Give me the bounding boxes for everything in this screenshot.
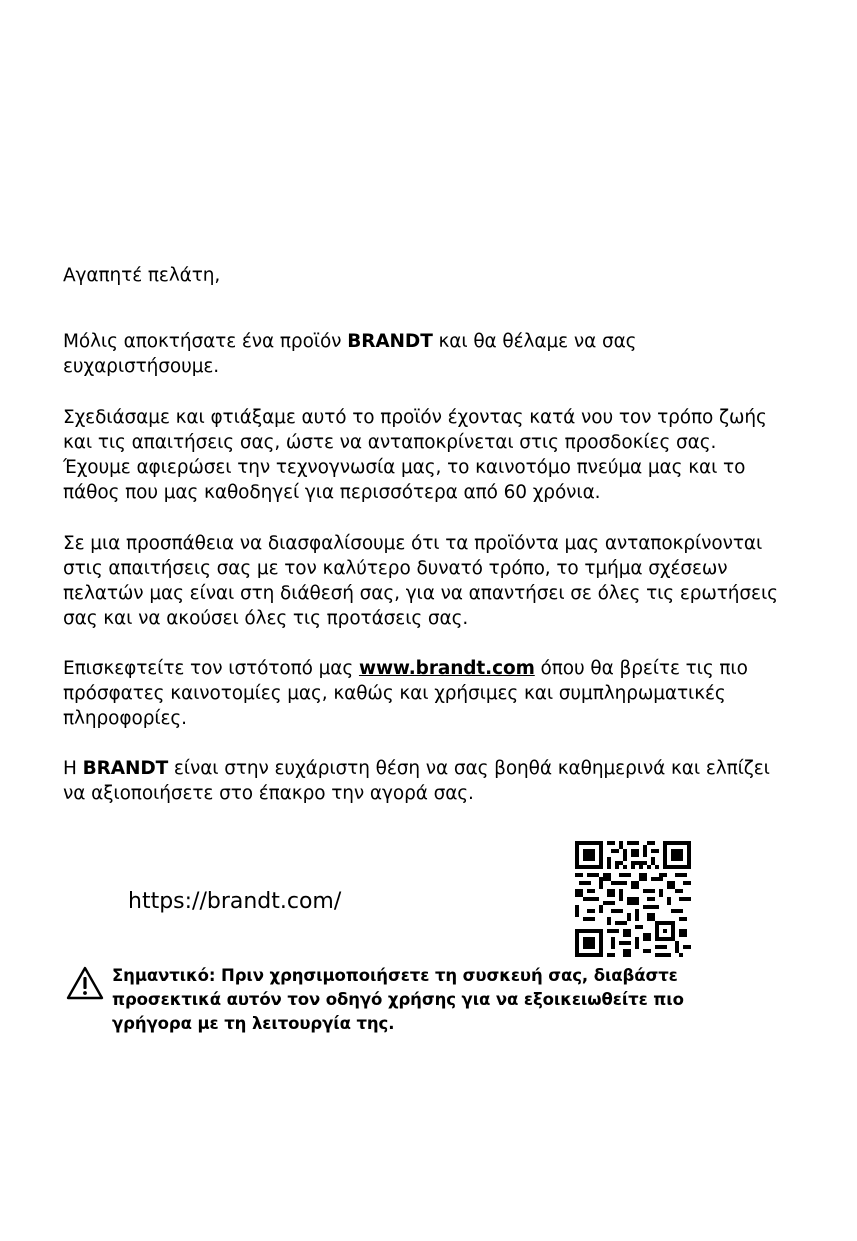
website-link[interactable]: www.brandt.com <box>358 658 535 679</box>
website-paragraph <box>63 656 783 731</box>
customer-service-paragraph: Σε μια προσπάθεια να διασφαλίσουμε ότι τα προϊόντα μας ανταποκρίνονται στις απαιτήσεις σας με τον καλύτερο δυνατό τρόπο, το τμήμα σχέσεων πελατών μας είναι στη διάθεσή σας, για να απαντήσει σε όλες τις ερωτήσεις σας και να ακούσει όλες τις προτάσεις σας. <box>63 533 778 629</box>
warning-text: Σημαντικό: Πριν χρησιμοποιήσετε τη συσκευή σας, διαβάστε προσεκτικά αυτόν τον οδηγό χρήσης για να εξοικειωθείτε πιο γρήγορα με τη λειτουργία της. <box>112 966 684 1033</box>
website-text-end: όπου θα βρείτε τις πιο πρόσφατες καινοτομίες μας, καθώς και χρήσιμες και συμπληρωματικές πληροφορίες. <box>63 658 748 729</box>
intro-text-end: και θα θέλαμε να σας ευχαριστήσουμε. <box>63 331 637 377</box>
intro-paragraph <box>63 329 783 379</box>
closing-text-start: Η <box>63 758 83 779</box>
design-paragraph: Σχεδιάσαμε και φτιάξαμε αυτό το προϊόν έχοντας κατά νου τον τρόπο ζωής και τις απαιτήσεις σας, ώστε να ανταποκρίνεται στις προσδοκίες σας. Έχουμε αφιερώσει την τεχνογνωσία μας, το καινοτόμο πνεύμα μας και το πάθος που μας καθοδηγεί για περισσότερα από 60 χρόνια. <box>63 407 767 503</box>
brand-name-closing: BRANDT <box>82 758 169 779</box>
website-text-start: Επισκεφτείτε τον ιστότοπό μας <box>63 658 359 679</box>
brand-name: BRANDT <box>347 331 433 352</box>
qr-url-text: https://brandt.com/ <box>128 889 342 914</box>
intro-text-start: Μόλις αποκτήσατε ένα προϊόν <box>63 331 348 352</box>
warning-triangle-icon <box>66 966 104 1000</box>
closing-paragraph <box>63 756 783 806</box>
qr-code-icon[interactable] <box>575 841 691 957</box>
closing-text-end: είναι στην ευχάριστη θέση να σας βοηθά καθημερινά και ελπίζει να αξιοποιήσετε στο έπακρο την αγορά σας. <box>63 758 770 804</box>
greeting: Αγαπητέ πελάτη, <box>63 265 221 286</box>
